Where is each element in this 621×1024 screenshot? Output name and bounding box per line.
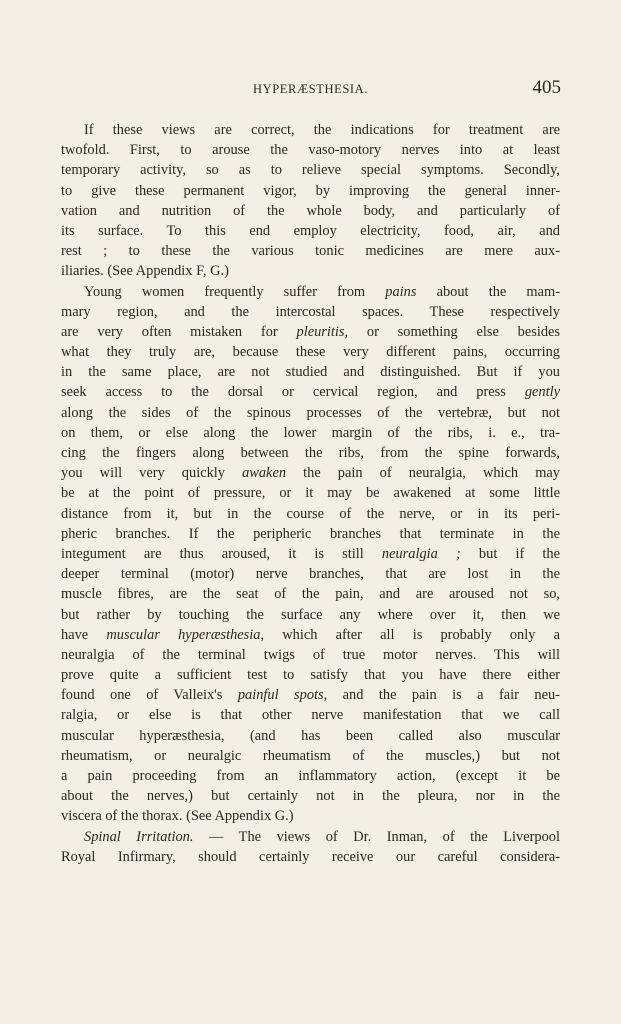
text-segment: pheric branches. If the peripheric branches that terminate in the	[61, 525, 560, 542]
page-number: 405	[532, 77, 561, 98]
text-line	[61, 685, 560, 705]
text-line	[61, 382, 560, 402]
text-segment: twofold. First, to arouse the vaso-motory nerves into at least	[61, 142, 560, 159]
text-segment: which after all is probably only a	[264, 626, 560, 643]
text-line	[61, 201, 560, 221]
text-line	[61, 443, 560, 463]
text-line	[61, 362, 560, 382]
text-segment: If these views are correct, the indications for treatment are	[84, 122, 560, 138]
text-line	[61, 665, 560, 685]
text-segment: the pain of neuralgia, which may	[286, 465, 560, 482]
text-line	[61, 241, 560, 261]
text-line	[61, 342, 560, 362]
text-segment: muscle fibres, are the seat of the pain, and are aroused not so,	[61, 586, 560, 603]
text-line	[61, 524, 560, 544]
text-line	[61, 705, 560, 725]
text-segment: ralgia, or else is that other nerve manifestation that we call	[61, 707, 560, 724]
text-segment: neuralgia of the terminal twigs of true motor nerves. This will	[61, 646, 560, 663]
text-segment: vation and nutrition of the whole body, and particularly of	[61, 202, 560, 219]
text-line	[61, 423, 560, 443]
text-line	[61, 766, 560, 786]
running-title: HYPERÆSTHESIA.	[252, 82, 368, 96]
text-line	[61, 261, 560, 281]
text-segment: prove quite a sufficient test to satisfy that you have there either	[61, 667, 560, 684]
text-segment: found one of Valleix's	[61, 687, 238, 704]
text-segment: be at the point of pressure, or it may be awakened at some little	[61, 485, 560, 502]
text-segment: or something else besides	[348, 323, 560, 340]
text-segment: about the nerves,) but certainly not in the pleura, nor in the	[61, 788, 560, 805]
text-segment: cing the fingers along between the ribs, from the spine forwards,	[61, 445, 560, 461]
text-segment: along the sides of the spinous processes of the vertebræ, but not	[61, 404, 560, 421]
page-header	[60, 78, 561, 102]
text-segment: Royal Infirmary, should certainly receive our careful considera-	[61, 848, 560, 865]
text-segment: what they truly are, because these very different pains, occurring	[61, 344, 560, 361]
text-line	[61, 463, 560, 483]
text-segment: its surface. To this end employ electricity, food, air, and	[61, 222, 560, 239]
italic-text: neuralgia ;	[381, 545, 461, 562]
text-segment: but if the	[460, 545, 560, 562]
text-line	[61, 605, 560, 625]
text-line	[61, 282, 560, 302]
text-line	[61, 625, 560, 645]
text-line	[61, 584, 560, 604]
italic-text: awaken	[242, 465, 287, 482]
italic-text: gently	[524, 384, 560, 401]
text-segment: mary region, and the intercostal spaces. These respectively	[61, 303, 560, 320]
text-line	[61, 746, 560, 766]
text-segment: Young women frequently suffer from	[84, 283, 386, 300]
text-segment: integument are thus aroused, it is still	[61, 545, 382, 562]
text-segment: viscera of the thorax. (See Appendix G.)	[61, 808, 294, 825]
text-line	[61, 322, 560, 342]
text-segment: muscular hyperæsthesia, (and has been called also muscular	[61, 727, 560, 744]
text-segment: you will very quickly	[61, 465, 243, 482]
text-line	[61, 806, 560, 826]
text-segment: but rather by touching the surface any where over it, then we	[61, 606, 560, 623]
text-line	[61, 847, 560, 867]
text-segment: deeper terminal (motor) nerve branches, that are lost in the	[61, 566, 560, 583]
text-line	[61, 504, 560, 524]
text-line	[61, 221, 560, 241]
text-line	[61, 786, 560, 806]
text-segment: iliaries. (See Appendix F, G.)	[61, 263, 229, 280]
text-line	[61, 160, 560, 180]
text-segment: about the mam-	[416, 283, 560, 300]
text-segment: have	[61, 626, 107, 643]
text-line	[61, 120, 560, 140]
text-line	[61, 302, 560, 322]
text-segment: in the same place, are not studied and distinguished. But if you	[61, 364, 560, 381]
text-line	[61, 645, 560, 665]
text-line	[61, 726, 560, 746]
text-line	[61, 544, 560, 564]
text-segment: — The views of Dr. Inman, of the Liverpool	[193, 828, 560, 845]
text-segment: on them, or else along the lower margin of the ribs, i. e., tra-	[61, 424, 560, 441]
text-line	[61, 181, 560, 201]
text-line	[61, 403, 560, 423]
text-segment: temporary activity, so as to relieve special symptoms. Secondly,	[61, 162, 560, 179]
text-line	[61, 483, 560, 503]
text-segment: and the pain is a fair neu-	[327, 687, 560, 704]
text-segment: are very often mistaken for	[61, 323, 297, 340]
italic-text: painful spots,	[237, 687, 328, 704]
body-text	[61, 120, 560, 867]
text-line	[61, 140, 560, 160]
text-line	[61, 564, 560, 584]
text-segment: rest ; to these the various tonic medicines are mere aux-	[61, 243, 560, 260]
italic-text: pains	[385, 283, 417, 300]
italic-text: pleuritis,	[296, 323, 349, 340]
text-line	[61, 827, 560, 847]
text-segment: a pain proceeding from an inflammatory action, (except it be	[61, 768, 560, 784]
italic-text: Spinal Irritation.	[84, 828, 194, 845]
text-segment: to give these permanent vigor, by improving the general inner-	[61, 182, 560, 199]
text-segment: distance from it, but in the course of the nerve, or in its peri-	[61, 505, 560, 522]
italic-text: muscular hyperæsthesia,	[106, 626, 265, 643]
text-segment: seek access to the dorsal or cervical region, and press	[61, 384, 525, 401]
text-segment: rheumatism, or neuralgic rheumatism of the muscles,) but not	[61, 747, 560, 764]
